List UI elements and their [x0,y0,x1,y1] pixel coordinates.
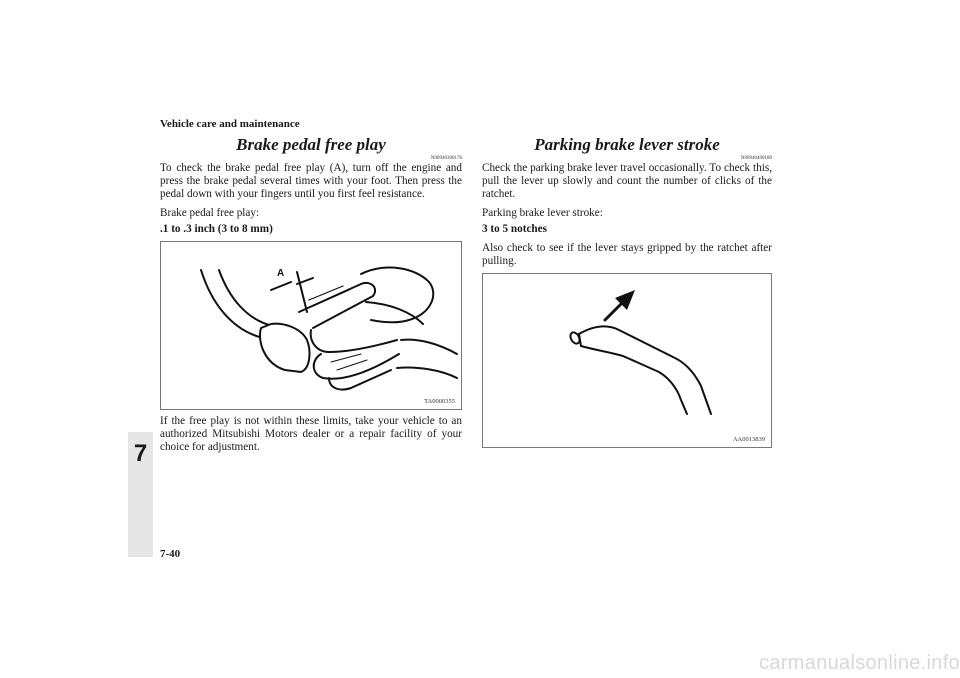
spec-value: .1 to .3 inch (3 to 8 mm) [160,223,273,235]
document-code: N00940300176 [430,156,462,161]
brake-pedal-illustration [160,241,462,410]
figure-code: AA0013839 [732,436,765,443]
spec-value: 3 to 5 notches [482,223,547,235]
parking-lever-illustration [482,273,772,448]
watermark-url: carmanualsonline.info [759,652,960,674]
intro-paragraph: To check the brake pedal free play (A), turn off the engine and press the brake pedal several times with your foot. Then press the pedal down with your fingers until you first feel resistance. [160,162,462,200]
document-code: N00940400180 [740,156,772,161]
section-title: Parking brake lever stroke [534,135,720,154]
spec-label: Brake pedal free play: [160,207,260,219]
section-title: Brake pedal free play [236,135,386,154]
parking-lever-drawing [483,274,771,447]
note-paragraph: If the free play is not within these limits, take your vehicle to an authorized Mitsubishi Motors dealer or a repair facility of your choice for adjustment. [160,415,462,453]
section-parking-brake [482,134,772,453]
figure-code: TA0000355 [424,398,455,405]
intro-paragraph: Check the parking brake lever travel occasionally. To check this, pull the lever up slowly and count the number of clicks of the ratchet. [482,162,772,200]
chapter-number: 7 [133,440,148,467]
section-brake-pedal [160,134,462,454]
note-paragraph: Also check to see if the lever stays gripped by the ratchet after pulling. [482,242,772,267]
spec-label: Parking brake lever stroke: [482,207,603,219]
running-head: Vehicle care and maintenance [160,118,300,130]
dimension-label-a: A [277,268,285,279]
chapter-tab [128,432,153,557]
page-number: 7-40 [160,548,181,560]
brake-pedal-drawing [161,242,461,409]
